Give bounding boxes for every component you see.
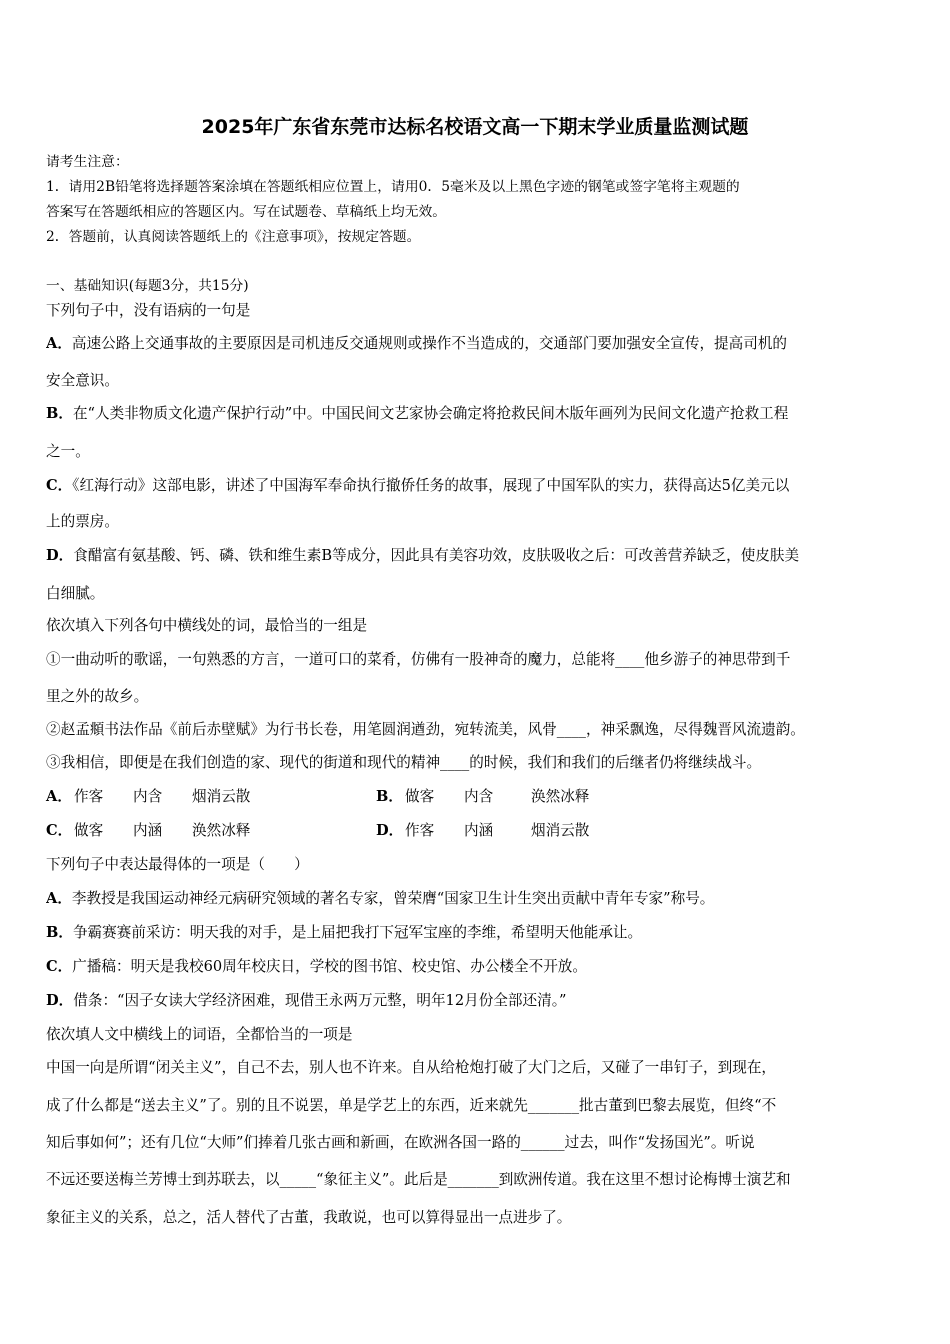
q4-passage-2: 成了什么都是“送去主义”了。别的且不说罢，单是学艺上的东西，近来就先_______批古董到巴黎去展览，但终“不 xyxy=(46,1097,777,1114)
q1-option-c-cont: 上的票房。 xyxy=(46,513,119,530)
q2-sentence-1-cont: 里之外的故乡。 xyxy=(46,688,149,705)
option-word: 涣然冰释 xyxy=(192,822,251,839)
q1-option-a xyxy=(46,334,908,354)
q2-stem: 依次填入下列各句中横线处的词，最恰当的一组是 xyxy=(46,617,368,634)
q4-passage-1: 中国一向是所谓“闭关主义”，自己不去，别人也不许来。自从给枪炮打破了大门之后，又碰了一串钉子，到现在， xyxy=(46,1059,777,1076)
q4-passage-5: 象征主义的关系，总之，活人替代了古董，我敢说，也可以算得显出一点进步了。 xyxy=(46,1209,572,1226)
option-word: 内含 xyxy=(464,788,494,805)
option-label: D． xyxy=(46,547,74,564)
option-text: 在“人类非物质文化遗产保护行动”中。中国民间文艺家协会确定将抢救民间木版年画列为民间文化遗产抢救工程 xyxy=(72,405,789,422)
option-text: 借条：“因子女读大学经济困难，现借王永两万元整，明年12月份全部还清。” xyxy=(73,992,567,1009)
option-word: 做客 xyxy=(74,822,104,839)
q1-option-b-cont: 之一。 xyxy=(46,443,90,460)
q3-option-c xyxy=(46,957,908,977)
q4-passage-3: 知后事如何”；还有几位“大师”们捧着几张古画和新画，在欧洲各国一路的______过去，叫作“发扬国光”。听说 xyxy=(46,1134,755,1151)
option-word: 作客 xyxy=(405,822,435,839)
option-label: A． xyxy=(46,335,72,352)
option-word: 内涵 xyxy=(133,822,163,839)
q2-sentence-2: ②赵孟頫书法作品《前后赤壁赋》为行书长卷，用笔圆润遒劲，宛转流美，风骨____，神采飘逸，尽得魏晋风流遗韵。 xyxy=(46,721,805,738)
q3-stem: 下列句子中表达最得体的一项是（ ） xyxy=(46,856,309,873)
q2-sentence-3: ③我相信，即便是在我们创造的家、现代的街道和现代的精神____的时候，我们和我们的后继者仍将继续战斗。 xyxy=(46,754,762,771)
option-word: 烟消云散 xyxy=(531,822,590,839)
section-1-heading: 一、基础知识(每题3分，共15分) xyxy=(46,278,249,294)
option-text: 广播稿：明天是我校60周年校庆日，学校的图书馆、校史馆、办公楼全不开放。 xyxy=(72,958,587,975)
notice-1b: 答案写在答题纸相应的答题区内。写在试题卷、草稿纸上均无效。 xyxy=(46,204,447,220)
option-text: 高速公路上交通事故的主要原因是司机违反交通规则或操作不当造成的，交通部门要加强安全宣传，提高司机的 xyxy=(71,335,788,352)
option-label: D． xyxy=(46,992,74,1009)
q3-option-a xyxy=(46,889,908,909)
q4-passage-4: 不远还要送梅兰芳博士到苏联去，以_____“象征主义”。此后是_______到欧洲传道。我在这里不想讨论梅博士演艺和 xyxy=(46,1171,791,1188)
q1-option-b xyxy=(46,404,908,424)
option-label: D． xyxy=(376,822,404,839)
option-label: C． xyxy=(46,958,73,975)
option-word: 涣然冰释 xyxy=(531,788,590,805)
option-word: 烟消云散 xyxy=(192,788,251,805)
q3-option-b xyxy=(46,923,908,943)
option-label: C． xyxy=(46,822,73,839)
notice-1a: 1．请用2B铅笔将选择题答案涂填在答题纸相应位置上，请用0．5毫米及以上黑色字迹的钢笔或签字笔将主观题的 xyxy=(46,179,740,195)
option-label: C． xyxy=(46,477,73,494)
option-text: 争霸赛赛前采访：明天我的对手，是上届把我打下冠军宝座的李维，希望明天他能承让。 xyxy=(72,924,643,941)
q1-option-d xyxy=(46,546,908,566)
notice-2: 2．答题前，认真阅读答题纸上的《注意事项》，按规定答题。 xyxy=(46,229,421,245)
option-label: A． xyxy=(46,890,72,907)
notice-header: 请考生注意： xyxy=(46,154,129,170)
option-label: B． xyxy=(46,924,73,941)
q2-sentence-1: ①一曲动听的歌谣，一句熟悉的方言，一道可口的菜肴，仿佛有一股神奇的魔力，总能将____他乡游子的神思带到千 xyxy=(46,651,791,668)
option-word: 作客 xyxy=(74,788,104,805)
option-word: 做客 xyxy=(405,788,435,805)
option-text: 食醋富有氨基酸、钙、磷、铁和维生素B等成分，因此具有美容功效，皮肤吸收之后：可改善营养缺乏，使皮肤美 xyxy=(73,547,800,564)
q1-option-d-cont: 白细腻。 xyxy=(46,585,105,602)
q3-option-d xyxy=(46,991,908,1011)
exam-title: 2025年广东省东莞市达标名校语文高一下期末学业质量监测试题 xyxy=(201,116,749,138)
q1-option-a-cont: 安全意识。 xyxy=(46,372,119,389)
q1-option-c xyxy=(46,476,908,496)
option-text: 李教授是我国运动神经元病研究领域的著名专家，曾荣膺“国家卫生计生突出贡献中青年专家”称号。 xyxy=(71,890,715,907)
option-label: A． xyxy=(46,788,72,805)
option-label: B． xyxy=(46,405,73,422)
option-text: 《红海行动》这部电影，讲述了中国海军奉命执行撤侨任务的故事，展现了中国军队的实力，获得高达5亿美元以 xyxy=(72,477,790,494)
option-word: 内含 xyxy=(133,788,163,805)
option-label: B． xyxy=(376,788,403,805)
q1-stem: 下列句子中，没有语病的一句是 xyxy=(46,302,251,319)
option-word: 内涵 xyxy=(464,822,494,839)
q4-stem: 依次填人文中横线上的词语，全都恰当的一项是 xyxy=(46,1026,353,1043)
